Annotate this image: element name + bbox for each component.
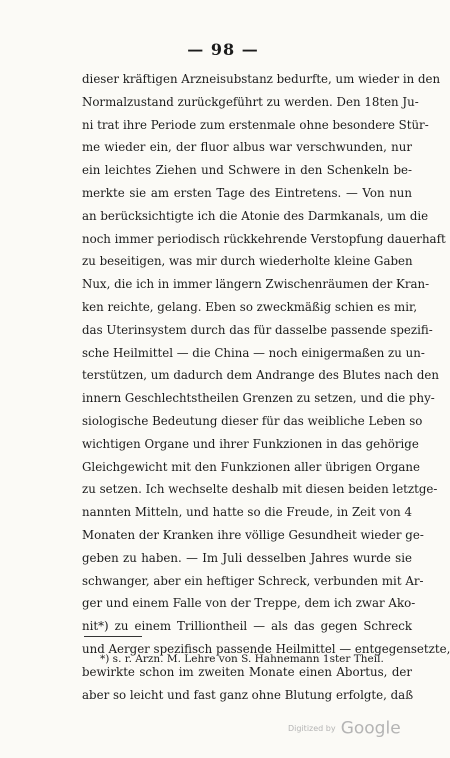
text-line: me wieder ein, der fluor albus war verschwunden, nur	[82, 140, 412, 155]
body-text	[82, 68, 450, 706]
text-line: ken reichte, gelang. Eben so zweckmäßig schien es mir,	[82, 299, 418, 314]
text-line: dieser kräftigen Arzneisubstanz bedurfte, um wieder in den	[82, 72, 441, 86]
text-line: Normalzustand zurückgeführt zu werden. Den 18ten Ju-	[82, 94, 419, 109]
text-line: schwanger, aber ein heftiger Schreck, verbunden mit Ar-	[82, 573, 424, 588]
text-line: und Aerger spezifisch passende Heilmittel — entgegensetzte,	[82, 641, 450, 656]
text-line: aber so leicht und fast ganz ohne Blutung erfolgte, daß	[82, 687, 414, 702]
page-number: — 98 —	[187, 40, 259, 59]
text-line: nit*) zu einem Trilliontheil — als das gegen Schreck	[82, 619, 412, 634]
text-line: ger und einem Falle von der Treppe, dem ich zwar Ako-	[82, 596, 416, 611]
text-line: siologische Bedeutung dieser für das weibliche Leben so	[82, 413, 423, 428]
text-line: bewirkte schon im zweiten Monate einen Abortus, der	[82, 664, 412, 679]
text-line: geben zu haben. — Im Juli desselben Jahres wurde sie	[82, 550, 412, 565]
text-line: das Uterinsystem durch das für dasselbe passende spezifi-	[82, 322, 433, 337]
text-line: innern Geschlechtstheilen Grenzen zu setzen, und die phy-	[82, 391, 435, 406]
text-line: zu setzen. Ich wechselte deshalb mit diesen beiden letztge-	[82, 482, 438, 497]
text-line: an berücksichtigte ich die Atonie des Darmkanals, um die	[82, 208, 429, 223]
text-line: Nux, die ich in immer längern Zwischenräumen der Kran-	[82, 277, 430, 292]
text-line: merkte sie am ersten Tage des Eintretens. — Von nun	[82, 185, 412, 200]
text-line: nannten Mitteln, und hatte so die Freude, in Zeit von 4	[82, 505, 413, 520]
text-line: ein leichtes Ziehen und Schwere in den Schenkeln be-	[82, 163, 412, 178]
footnote-divider	[84, 636, 142, 637]
text-line: terstützen, um dadurch dem Andrange des Blutes nach den	[82, 368, 439, 383]
text-line: Monaten der Kranken ihre völlige Gesundheit wieder ge-	[82, 527, 424, 542]
text-line: wichtigen Organe und ihrer Funkzionen in das gehörige	[82, 436, 419, 451]
text-line: sche Heilmittel — die China — noch einigermaßen zu un-	[82, 345, 425, 360]
watermark-prefix: Digitized by	[288, 724, 336, 733]
footnote: *) s. r. Arzn. M. Lehre von S. Hahnemann 1ster Theil.	[100, 653, 384, 665]
watermark-brand: Google	[340, 718, 401, 739]
text-line: Gleichgewicht mit den Funkzionen aller übrigen Organe	[82, 459, 420, 474]
text-line: zu beseitigen, was mir durch wiederholte kleine Gaben	[82, 254, 413, 269]
text-line: ni trat ihre Periode zum erstenmale ohne besondere Stür-	[82, 117, 429, 132]
digitization-watermark	[288, 718, 401, 739]
text-line: noch immer periodisch rückkehrende Verstopfung dauerhaft	[82, 231, 446, 246]
